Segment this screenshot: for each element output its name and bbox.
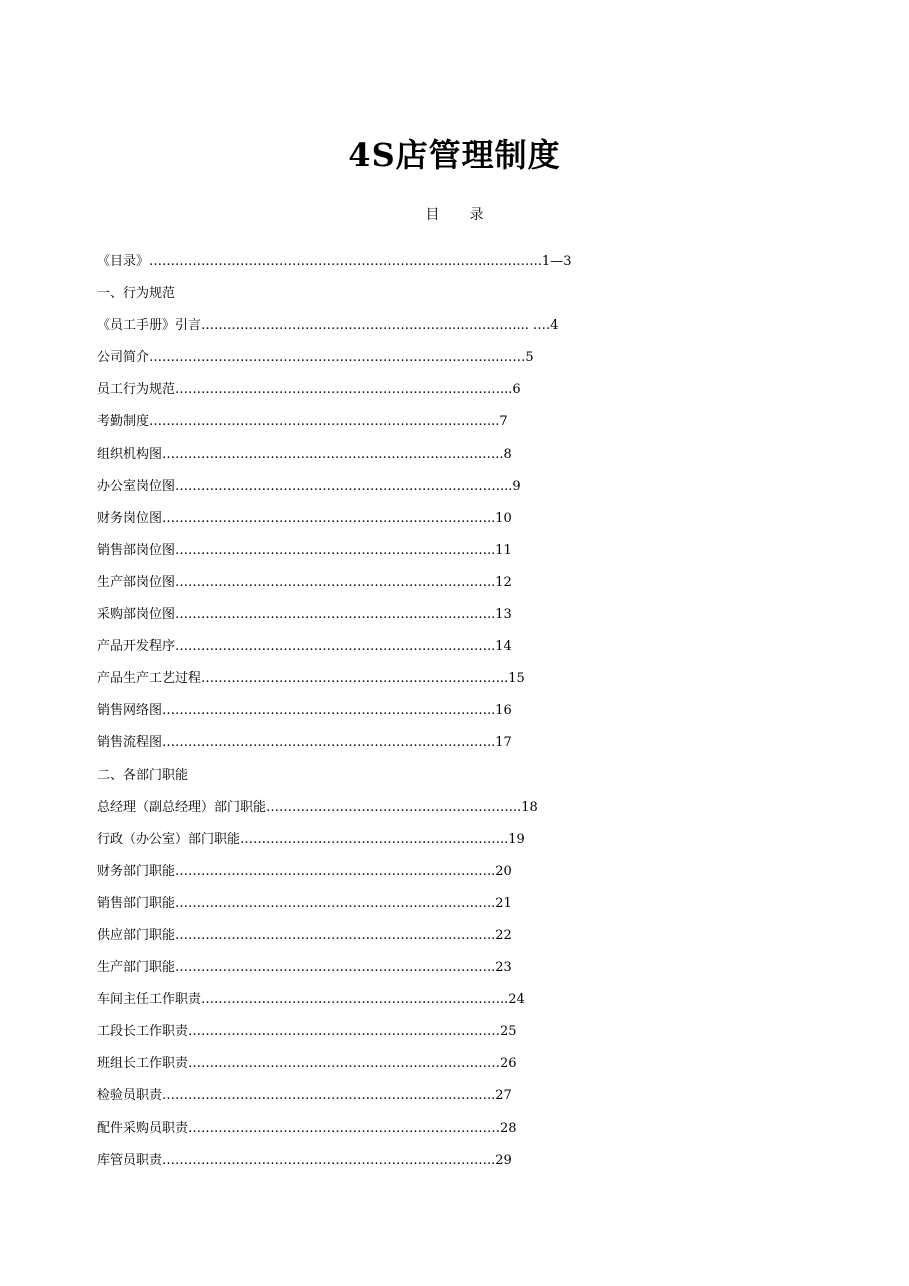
toc-section-text: 二、各部门职能 (97, 767, 189, 783)
toc-entry (97, 439, 617, 471)
toc-entry-text: 库管员职责…………………………………………………………………..29 (97, 1152, 512, 1168)
toc-heading-right: 录 (469, 207, 484, 223)
toc-entry-text: 财务部门职能………………………………………………………………..20 (97, 863, 512, 879)
toc-entry-text: 产品生产工艺过程……………………………………………………………..15 (97, 671, 525, 687)
toc-heading-left: 目 (425, 207, 440, 223)
toc-entry-text: 班组长工作职责………………………………………………………………26 (97, 1056, 517, 1072)
toc-entry-text: 考勤制度……………………………………………………………………...7 (97, 414, 508, 430)
toc-entry-text: 财务岗位图…………………………………………………………………..10 (97, 510, 512, 526)
toc-entry-text: 销售流程图…………………………………………………………………..17 (97, 735, 512, 751)
toc-entry (97, 567, 617, 599)
toc-entry (97, 535, 617, 567)
toc-entry (97, 310, 617, 342)
toc-entry-text: 《员工手册》引言…………………………………………………...………….... .…4 (97, 318, 559, 334)
toc-entry (97, 792, 617, 824)
toc-entry (97, 888, 617, 920)
toc-entry (97, 1080, 617, 1112)
toc-entry (97, 1016, 617, 1048)
toc-entry-text: 销售部岗位图………………………………………………………………..11 (97, 542, 512, 558)
toc-entry (97, 920, 617, 952)
toc-entry-text: 生产部岗位图………………………………………………………………..12 (97, 574, 512, 590)
toc-entry-text: 检验员职责…………………………………………………………………..27 (97, 1088, 512, 1104)
toc-heading (0, 204, 909, 224)
toc-entry (97, 695, 617, 727)
toc-entry (97, 599, 617, 631)
toc-entry (97, 406, 617, 438)
toc-entry (97, 727, 617, 759)
toc-entry (97, 824, 617, 856)
toc-entry (97, 984, 617, 1016)
toc-entry-text: 产品开发程序………………………………………………………………..14 (97, 639, 512, 655)
toc-entry-text: 销售网络图…………………………………………………………………..16 (97, 703, 512, 719)
toc-entry (97, 663, 617, 695)
toc-entry-text: 供应部门职能………………………………………………………………..22 (97, 927, 512, 943)
toc-entry (97, 856, 617, 888)
toc-section-heading (97, 760, 617, 792)
toc-entry (97, 1048, 617, 1080)
toc-entry (97, 1145, 617, 1177)
toc-entry (97, 246, 617, 278)
toc-entry (97, 342, 617, 374)
toc-section-heading (97, 278, 617, 310)
toc-entry-text: 组织机构图……………………………..……………………………………..8 (97, 446, 512, 462)
toc-section-text: 一、行为规范 (97, 286, 176, 302)
table-of-contents (97, 246, 617, 1177)
toc-entry-text: 《目录》……………………………………………………………..……...………..1—3 (97, 254, 572, 269)
toc-entry-text: 行政（办公室）部门职能……………………………………………………..19 (97, 831, 525, 847)
toc-entry-text: 销售部门职能………………………………………………………………..21 (97, 895, 512, 911)
toc-entry-text: 工段长工作职责………………………………………………………………25 (97, 1024, 517, 1040)
toc-entry-text: 采购部岗位图………………………………………………………………..13 (97, 607, 512, 623)
toc-entry-text: 配件采购员职责………………………………………………………………28 (97, 1120, 517, 1136)
toc-entry (97, 471, 617, 503)
toc-entry-text: 员工行为规范…………………………………………………………………...6 (97, 382, 521, 398)
toc-entry (97, 503, 617, 535)
toc-entry-text: 办公室岗位图…………………………………………………………………...9 (97, 478, 521, 494)
toc-entry-text: 车间主任工作职责……………………………………………………………..24 (97, 992, 525, 1008)
document-title: 4S店管理制度 (348, 136, 561, 174)
toc-entry-text: 总经理（副总经理）部门职能…………………………………………………..18 (97, 799, 538, 815)
toc-entry (97, 374, 617, 406)
toc-entry (97, 1113, 617, 1145)
toc-entry (97, 631, 617, 663)
toc-entry-text: 生产部门职能………………………………………………………………..23 (97, 960, 512, 976)
toc-entry-text: 公司简介……………………………………………………………………...……5 (97, 350, 534, 366)
toc-entry (97, 952, 617, 984)
